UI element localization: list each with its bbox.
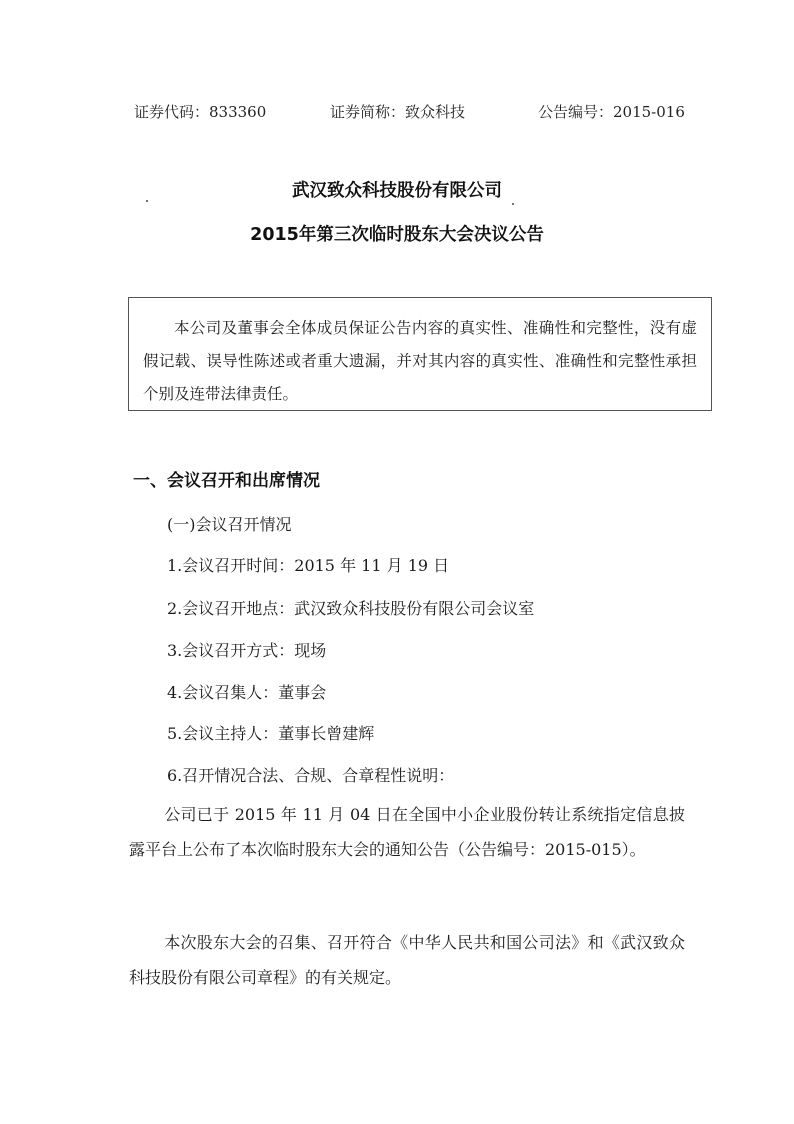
list-item: 1.会议召开时间：2015 年 11 月 19 日 — [167, 556, 450, 575]
list-item: 4.会议召集人：董事会 — [167, 683, 327, 702]
paragraph-text: 公司已于 2015 年 11 月 04 日在全国中小企业股份转让系统指定信息披露平台上公布了本次临时股东大会的通知公告（公告编号：2015-015）。 — [129, 805, 685, 859]
scan-speck — [146, 200, 148, 202]
disclaimer-text: 本公司及董事会全体成员保证公告内容的真实性、准确性和完整性，没有虚假记载、误导性陈述或者重大遗漏，并对其内容的真实性、准确性和完整性承担个别及连带法律责任。 — [143, 319, 697, 403]
stock-code: 证券代码：833360 — [134, 103, 267, 121]
list-item: 5.会议主持人：董事长曾建辉 — [167, 724, 375, 743]
disclaimer-box — [128, 297, 712, 411]
section-heading: 一、会议召开和出席情况 — [133, 471, 320, 491]
announcement-title: 2015年第三次临时股东大会决议公告 — [250, 225, 544, 245]
list-item: 6.召开情况合法、合规、合章程性说明： — [167, 766, 455, 785]
scan-speck — [512, 203, 514, 205]
subsection-heading: (一)会议召开情况 — [167, 515, 292, 534]
company-title: 武汉致众科技股份有限公司 — [292, 181, 502, 201]
list-item: 3.会议召开方式：现场 — [167, 641, 327, 660]
paragraph-text: 本次股东大会的召集、召开符合《中华人民共和国公司法》和《武汉致众科技股份有限公司章程》的有关规定。 — [129, 933, 685, 987]
announcement-number: 公告编号：2015-016 — [538, 103, 685, 121]
list-item: 2.会议召开地点：武汉致众科技股份有限公司会议室 — [167, 599, 535, 618]
stock-abbreviation: 证券简称：致众科技 — [330, 103, 466, 121]
compliance-paragraph — [129, 925, 685, 995]
notice-paragraph — [129, 797, 685, 867]
